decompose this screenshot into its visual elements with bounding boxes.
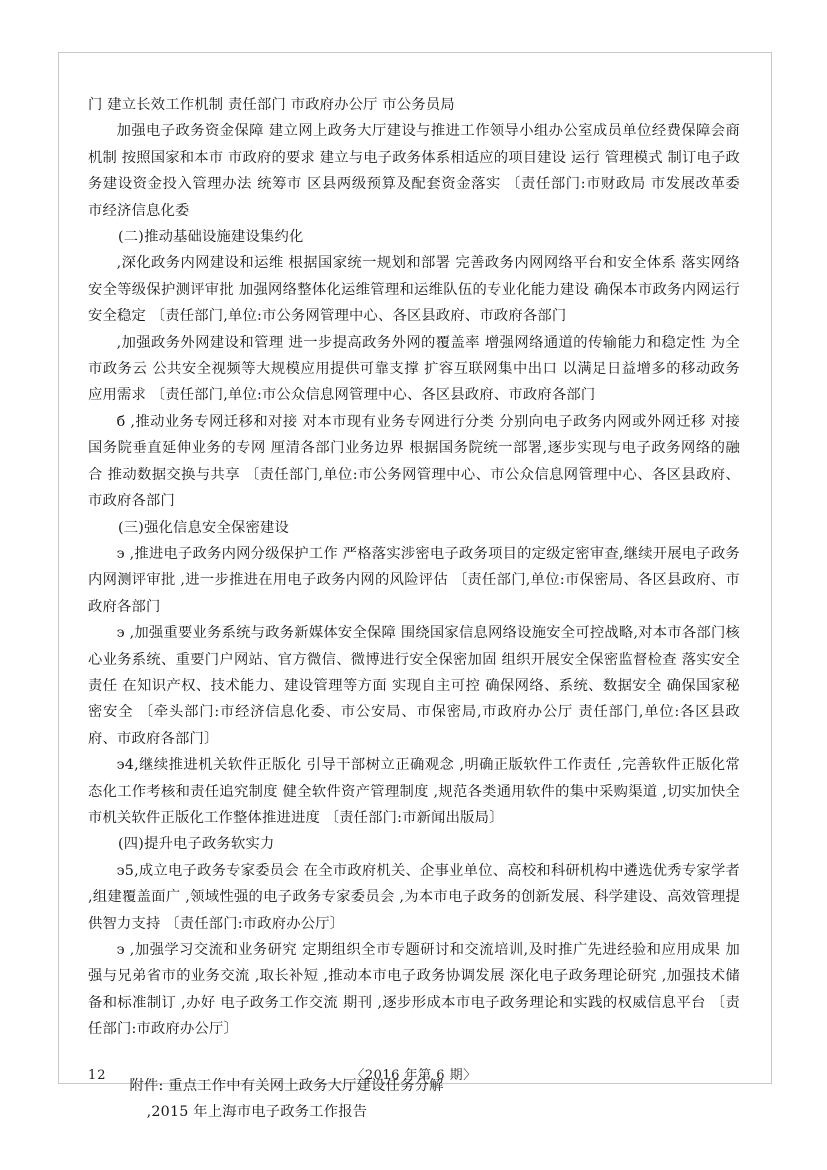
page-footer	[88, 1064, 740, 1083]
paragraph: э ,加强重要业务系统与政务新媒体安全保障 围绕国家信息网络设施安全可控战略,对本市各部门核心业务系统、重要门户网站、官方微信、微博进行安全保密加固 组织开展安全保密监督检查 落实安全责任 在知识产权、技术能力、建设管理等方面 实现自主可控 确保网络、系统、数据安全 确保国家秘密安全 〔牵头部门:市经济信息化委、市公安局、市保密局,市政府办公厅 责任部门,单位:各区县政府、市政府各部门〕	[88, 625, 740, 747]
paragraph: 门 建立长效工作机制 责任部门 市政府办公厅 市公务员局	[88, 97, 455, 113]
section-heading: (四)提升电子政务软实力	[118, 836, 275, 853]
paragraph: э5,成立电子政务专家委员会 在全市政府机关、企事业单位、高校和科研机构中遴选优秀专家学者 ,组建覆盖面广 ,领域性强的电子政务专家委员会 ,为本市电子政务的创新发展、科学建设、高效管理提供智力支持 〔责任部门:市政府办公厅〕	[88, 862, 740, 932]
attachment-title: 附件: 重点工作中有关网上政务大厅建设任务分解	[129, 1077, 444, 1094]
document-body	[88, 92, 740, 1125]
attachment-item: ,2015 年上海市电子政务工作报告	[146, 1104, 368, 1121]
paragraph: ,深化政务内网建设和运维 根据国家统一规划和部署 完善政务内网网络平台和安全体系 落实网络安全等级保护测评审批 加强网络整体化运维管理和运维队伍的专业化能力建设 确保本市政务内网运行安全稳定 〔责任部门,单位:市公务网管理中心、各区县政府、市政府各部门	[88, 255, 740, 325]
paragraph: э ,加强学习交流和业务研究 定期组织全市专题研讨和交流培训,及时推广先进经验和应用成果 加强与兄弟省市的业务交流 ,取长补短 ,推动本市电子政务协调发展 深化电子政务理论研究 ,加强技术储备和标准制订 ,办好 电子政务工作交流 期刊 ,逐步形成本市电子政务理论和实践的权威信息平台 〔责任部门:市政府办公厅〕	[88, 942, 740, 1038]
paragraph: э4,继续推进机关软件正版化 引导干部树立正确观念 ,明确正版软件工作责任 ,完善软件正版化常态化工作考核和责任追究制度 健全软件资产管理制度 ,规范各类通用软件的集中采购渠道 ,切实加快全市机关软件正版化工作整体推进进度 〔责任部门:市新闻出版局〕	[88, 757, 740, 826]
section-heading: (三)强化信息安全保密建设	[118, 519, 290, 536]
paragraph: ,加强政务外网建设和管理 进一步提高政务外网的覆盖率 增强网络通道的传输能力和稳定性 为全市政务云 公共安全视频等大规模应用提供可靠支撑 扩容互联网集中出口 以满足日益增多的移动政务应用需求 〔责任部门,单位:市公众信息网管理中心、各区县政府、市政府各部门	[88, 334, 740, 404]
paragraph: б ,推动业务专网迁移和对接 对本市现有业务专网进行分类 分别向电子政务内网或外网迁移 对接国务院垂直延伸业务的专网 厘清各部门业务边界 根据国务院统一部署,逐步实现与电子政务网络的融合 推动数据交换与共享 〔责任部门,单位:市公务网管理中心、市公众信息网管理中心、各区县政府、市政府各部门	[88, 413, 740, 510]
footer-page-number: 12	[88, 1068, 107, 1083]
paragraph: 加强电子政务资金保障 建立网上政务大厅建设与推进工作领导小组办公室成员单位经费保障会商机制 按照国家和本市 市政府的要求 建立与电子政务体系相适应的项目建设 运行 管理模式 制订电子政务建设资金投入管理办法 统筹市 区县两级预算及配套资金落实 〔责任部门:市财政局 市发展改革委 市经济信息化委	[88, 123, 740, 219]
section-heading: (二)推动基础设施建设集约化	[118, 229, 304, 246]
paragraph: э ,推进电子政务内网分级保护工作 严格落实涉密电子政务项目的定级定密审查,继续开展电子政务内网测评审批 ,进一步推进在用电子政务内网的风险评估 〔责任部门,单位:市保密局、各区县政府、市政府各部门	[88, 545, 740, 615]
footer-issue: 〈2016 年第 6 期〉	[351, 1068, 477, 1083]
